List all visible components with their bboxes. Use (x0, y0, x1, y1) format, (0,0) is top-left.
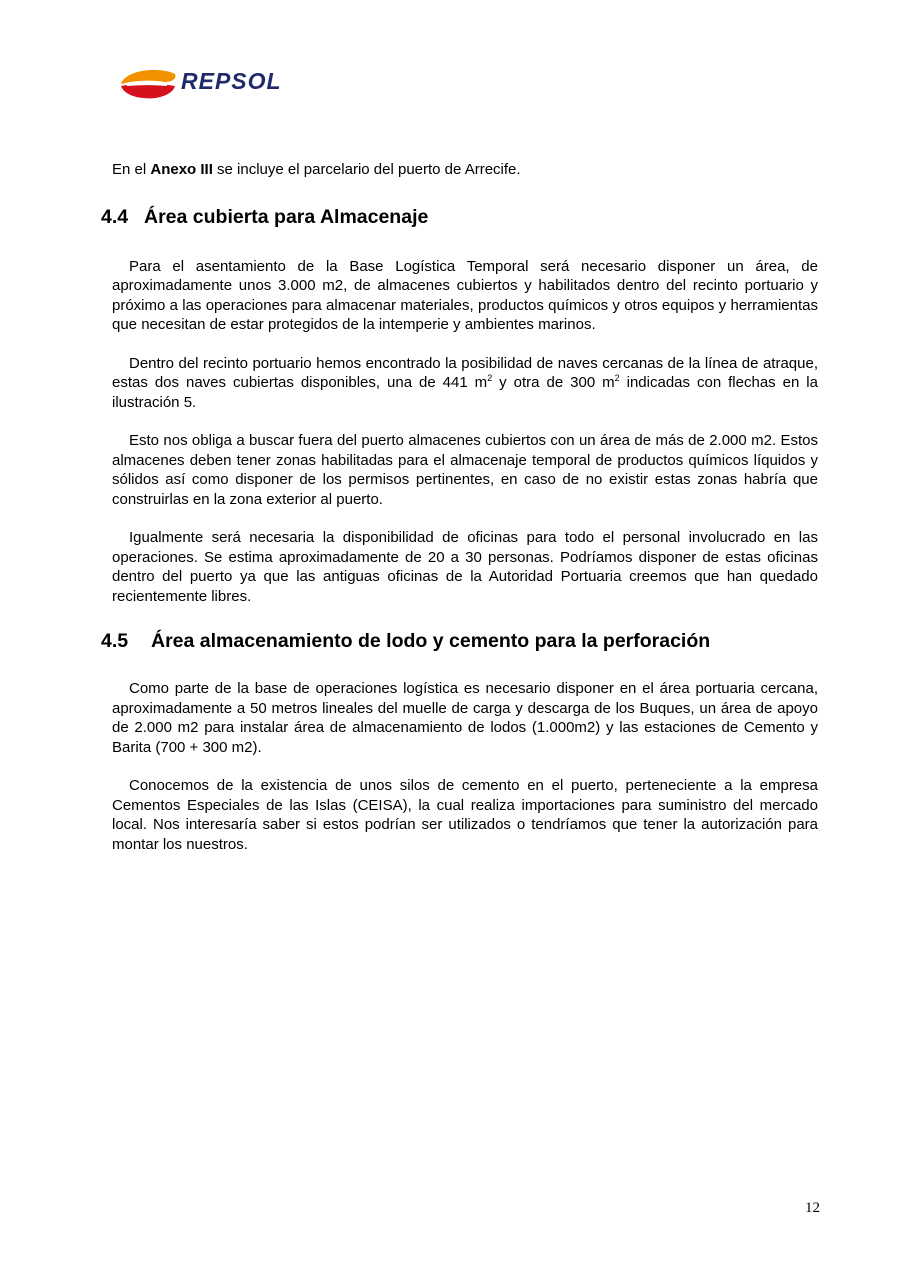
intro-paragraph: En el Anexo III se incluye el parcelario del puerto de Arrecife. (112, 161, 521, 178)
section-4-5-paragraph-1: Como parte de la base de operaciones logística es necesario disponer en el área portuaria cercana, aproximadamente a 50 metros lineales del muelle de carga y descarga de los Buques, un área de apoyo de 2.000 m2 para instalar área de almacenamiento de lodos (1.000m2) y las estaciones de Cemento y Barita (700 + 300 m2). (112, 680, 818, 756)
section-4-5-paragraph-2: Conocemos de la existencia de unos silos de cemento en el puerto, perteneciente a la empresa Cementos Especiales de las Islas (CEISA), la cual realiza importaciones para suministro del mercado local. Nos interesaría saber si estos podrían ser utilizados o tendríamos que tener la autorización para montar los nuestros. (112, 777, 818, 853)
repsol-logo-text: REPSOL (181, 68, 282, 94)
repsol-logo-icon (119, 64, 179, 104)
repsol-logo (119, 64, 309, 104)
section-4-4-paragraph-1: Para el asentamiento de la Base Logística Temporal será necesario disponer un área, de aproximadamente unos 3.000 m2, de almacenes cubiertos y habilitados dentro del recinto portuario y próximo a las operaciones para almacenar materiales, productos químicos y otros equipos y herramientas que necesitan de estar protegidos de la intemperie y ambientes marinos. (112, 257, 818, 333)
section-4-4-paragraph-2: Dentro del recinto portuario hemos encontrado la posibilidad de naves cercanas de la línea de atraque, estas dos naves cubiertas disponibles, una de 441 $m^2$ y otra de 300 $m^2$ indicadas con flechas en la ilustración 5. (112, 354, 818, 411)
section-4-4-heading: 4.4 Área cubierta para Almacenaje (101, 205, 429, 228)
document-body (101, 160, 818, 854)
page-number: 12 (805, 1200, 820, 1216)
section-4-4-paragraph-3: Esto nos obliga a buscar fuera del puerto almacenes cubiertos con un área de más de 2.000 m2. Estos almacenes deben tener zonas habilitadas para el almacenaje temporal de productos químicos líquidos y sólidos así como disponer de los permisos pertinentes, en caso de no existir estas zonas habría que construirlas en la zona exterior al puerto. (112, 432, 818, 508)
section-4-4-paragraph-4: Igualmente será necesaria la disponibilidad de oficinas para todo el personal involucrado en las operaciones. Se estima aproximadamente de 20 a 30 personas. Podríamos disponer de estas oficinas dentro del puerto ya que las antiguas oficinas de la Autoridad Portuaria creemos que han quedado recientemente libres. (112, 529, 818, 605)
section-4-5-heading: 4.5 Área almacenamiento de lodo y cemento para la perforación (101, 630, 711, 652)
